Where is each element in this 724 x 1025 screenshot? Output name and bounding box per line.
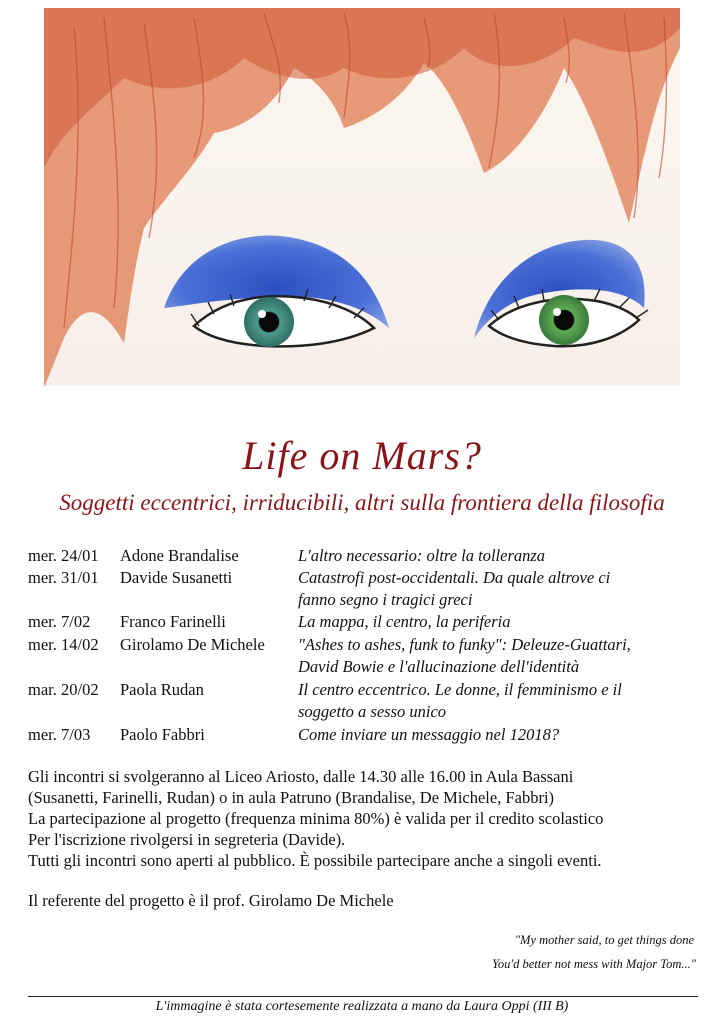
event-topic: L'altro necessario: oltre la tolleranza (298, 546, 546, 565)
image-credit: L'immagine è stata cortesemente realizzata a mano da Laura Oppi (III B) (155, 999, 569, 1014)
event-speaker: Adone Brandalise (120, 546, 239, 565)
event-topic-cont: David Bowie e l'allucinazione dell'identità (298, 657, 580, 676)
event-date: mer. 14/02 (28, 635, 99, 654)
footer-divider (28, 996, 698, 997)
event-date: mer. 24/01 (28, 546, 99, 565)
event-speaker: Franco Farinelli (120, 612, 226, 631)
event-date: mer. 31/01 (28, 568, 99, 587)
info-line: Tutti gli incontri sono aperti al pubblico. È possibile partecipare anche a singoli eventi. (28, 851, 602, 870)
event-speaker: Davide Susanetti (120, 568, 233, 587)
event-topic: Catastrofi post-occidentali. Da quale altrove ci (298, 568, 611, 587)
event-date: mer. 7/02 (28, 612, 91, 631)
event-topic-cont: fanno segno i tragici greci (298, 590, 473, 609)
event-date: mer. 7/03 (28, 725, 91, 744)
event-speaker: Girolamo De Michele (120, 635, 265, 654)
event-speaker: Paola Rudan (120, 680, 204, 699)
event-speaker: Paolo Fabbri (120, 725, 205, 744)
event-topic: Il centro eccentrico. Le donne, il femminismo e il (298, 680, 622, 699)
quote-line: You'd better not mess with Major Tom..." (492, 957, 696, 971)
event-topic-cont: soggetto a sesso unico (298, 702, 447, 721)
info-line: (Susanetti, Farinelli, Rudan) o in aula Patruno (Brandalise, De Michele, Fabbri) (28, 788, 555, 807)
project-referent: Il referente del progetto è il prof. Girolamo De Michele (28, 891, 394, 910)
poster-title: Life on Mars? (242, 433, 482, 478)
event-topic: Come inviare un messaggio nel 12018? (298, 725, 560, 744)
event-topic: "Ashes to ashes, funk to funky": Deleuze-Guattari, (298, 635, 631, 654)
info-line: La partecipazione al progetto (frequenza minima 80%) è valida per il credito scolastico (28, 809, 604, 828)
poster-subtitle: Soggetti eccentrici, irriducibili, altri sulla frontiera della filosofia (59, 490, 665, 515)
info-line: Gli incontri si svolgeranno al Liceo Ariosto, dalle 14.30 alle 16.00 in Aula Bassani (28, 767, 574, 786)
event-date: mar. 20/02 (28, 680, 99, 699)
event-topic: La mappa, il centro, la periferia (298, 612, 511, 631)
eyes-illustration (44, 8, 680, 386)
quote-line: "My mother said, to get things done (514, 933, 694, 947)
info-line: Per l'iscrizione rivolgersi in segreteria (Davide). (28, 830, 346, 849)
